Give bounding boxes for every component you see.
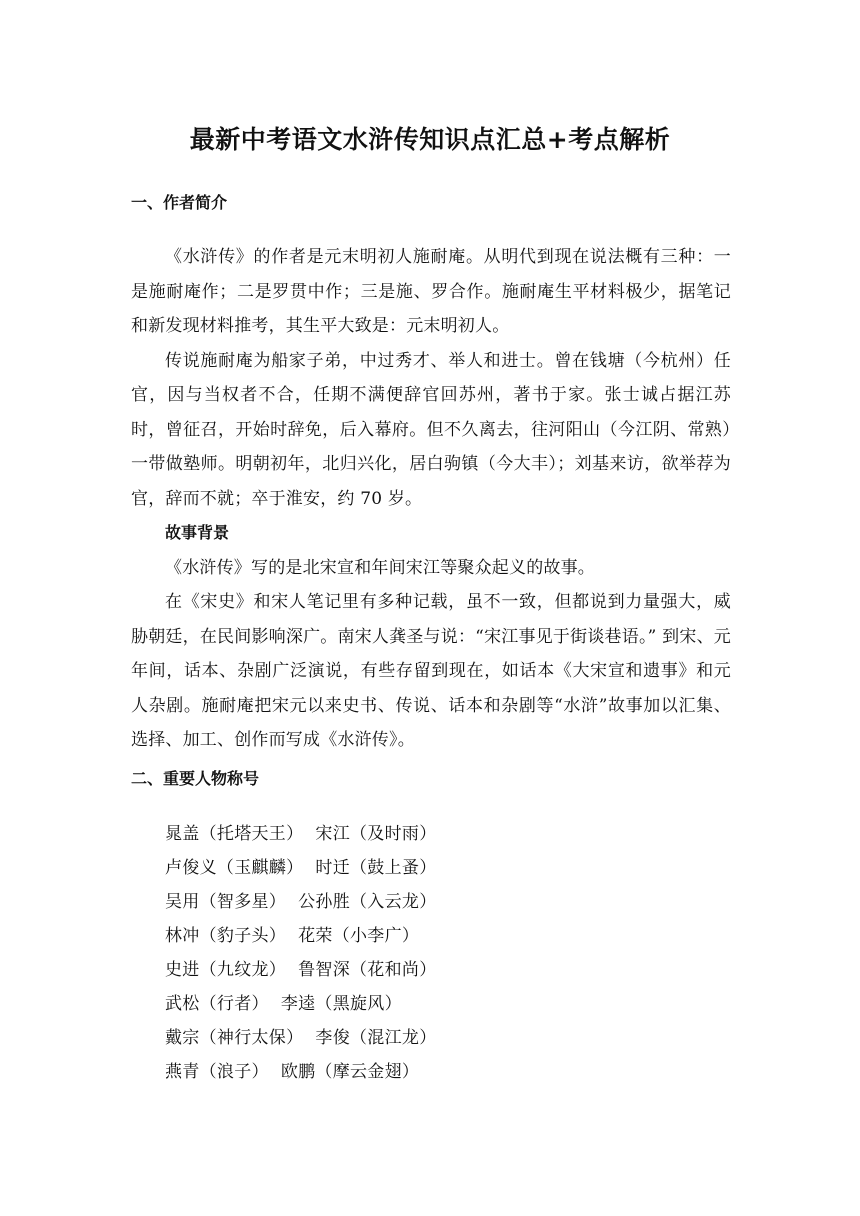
character-name: 欧鹏（摩云金翅） [280,1062,420,1082]
list-item [165,953,437,987]
character-name: 李俊（混江龙） [315,1028,437,1048]
character-name: 时迁（鼓上蚤） [315,858,437,878]
author-intro-body [131,240,731,758]
character-name: 宋江（及时雨） [315,824,437,844]
list-item [165,987,437,1021]
list-item [165,851,437,885]
character-nickname-list [165,817,437,1089]
list-item [165,919,437,953]
section-heading-author: 一、作者简介 [131,193,228,212]
story-background-heading: 故事背景 [165,523,230,542]
character-name: 林冲（豹子头） [165,926,287,946]
character-name: 晁盖（托塔天王） [165,824,304,844]
story-paragraph-2: 在《宋史》和宋人笔记里有多种记载，虽不一致，但都说到力量强大，威胁朝廷，在民间影响深广。南宋人龚圣与说：“宋江事见于街谈巷语。” 到宋、元年间，话本、杂剧广泛演说，有些存留到现在，如话本《大宋宣和遗事》和元人杂剧。施耐庵把宋元以来史书、传说、话本和杂剧等“水浒”故事加以汇集、选择、加工、创作而写成《水浒传》。 [131,592,731,750]
character-name: 武松（行者） [165,994,269,1014]
story-paragraph-1: 《水浒传》写的是北宋宣和年间宋江等聚众起义的故事。 [165,557,595,578]
character-name: 李逵（黑旋风） [280,994,402,1014]
list-item [165,885,437,919]
character-name: 卢俊义（玉麒麟） [165,858,304,878]
list-item [165,1055,437,1089]
page-title: 最新中考语文水浒传知识点汇总+考点解析 [189,125,671,154]
list-item [165,1021,437,1055]
list-item [165,817,437,851]
character-name: 公孙胜（入云龙） [298,892,437,912]
section-heading-characters: 二、重要人物称号 [131,769,260,788]
character-name: 花荣（小李广） [298,926,420,946]
author-paragraph-1: 《水浒传》的作者是元末明初人施耐庵。从明代到现在说法概有三种：一是施耐庵作；二是罗贯中作；三是施、罗合作。施耐庵生平材料极少，据笔记和新发现材料推考，其生平大致是：元末明初人。 [131,247,731,336]
character-name: 史进（九纹龙） [165,960,287,980]
character-name: 戴宗（神行太保） [165,1028,304,1048]
character-name: 燕青（浪子） [165,1062,269,1082]
author-paragraph-2: 传说施耐庵为船家子弟，中过秀才、举人和进士。曾在钱塘（今杭州）任官，因与当权者不合，任期不满便辞官回苏州，著书于家。张士诚占据江苏时，曾征召，开始时辞免，后入幕府。但不久离去，往河阳山（今江阴、常熟）一带做塾师。明朝初年，北归兴化，居白驹镇（今大丰）；刘基来访，欲举荐为官，辞而不就；卒于淮安，约 70 岁。 [131,350,731,509]
character-name: 吴用（智多星） [165,892,287,912]
character-name: 鲁智深（花和尚） [298,960,437,980]
